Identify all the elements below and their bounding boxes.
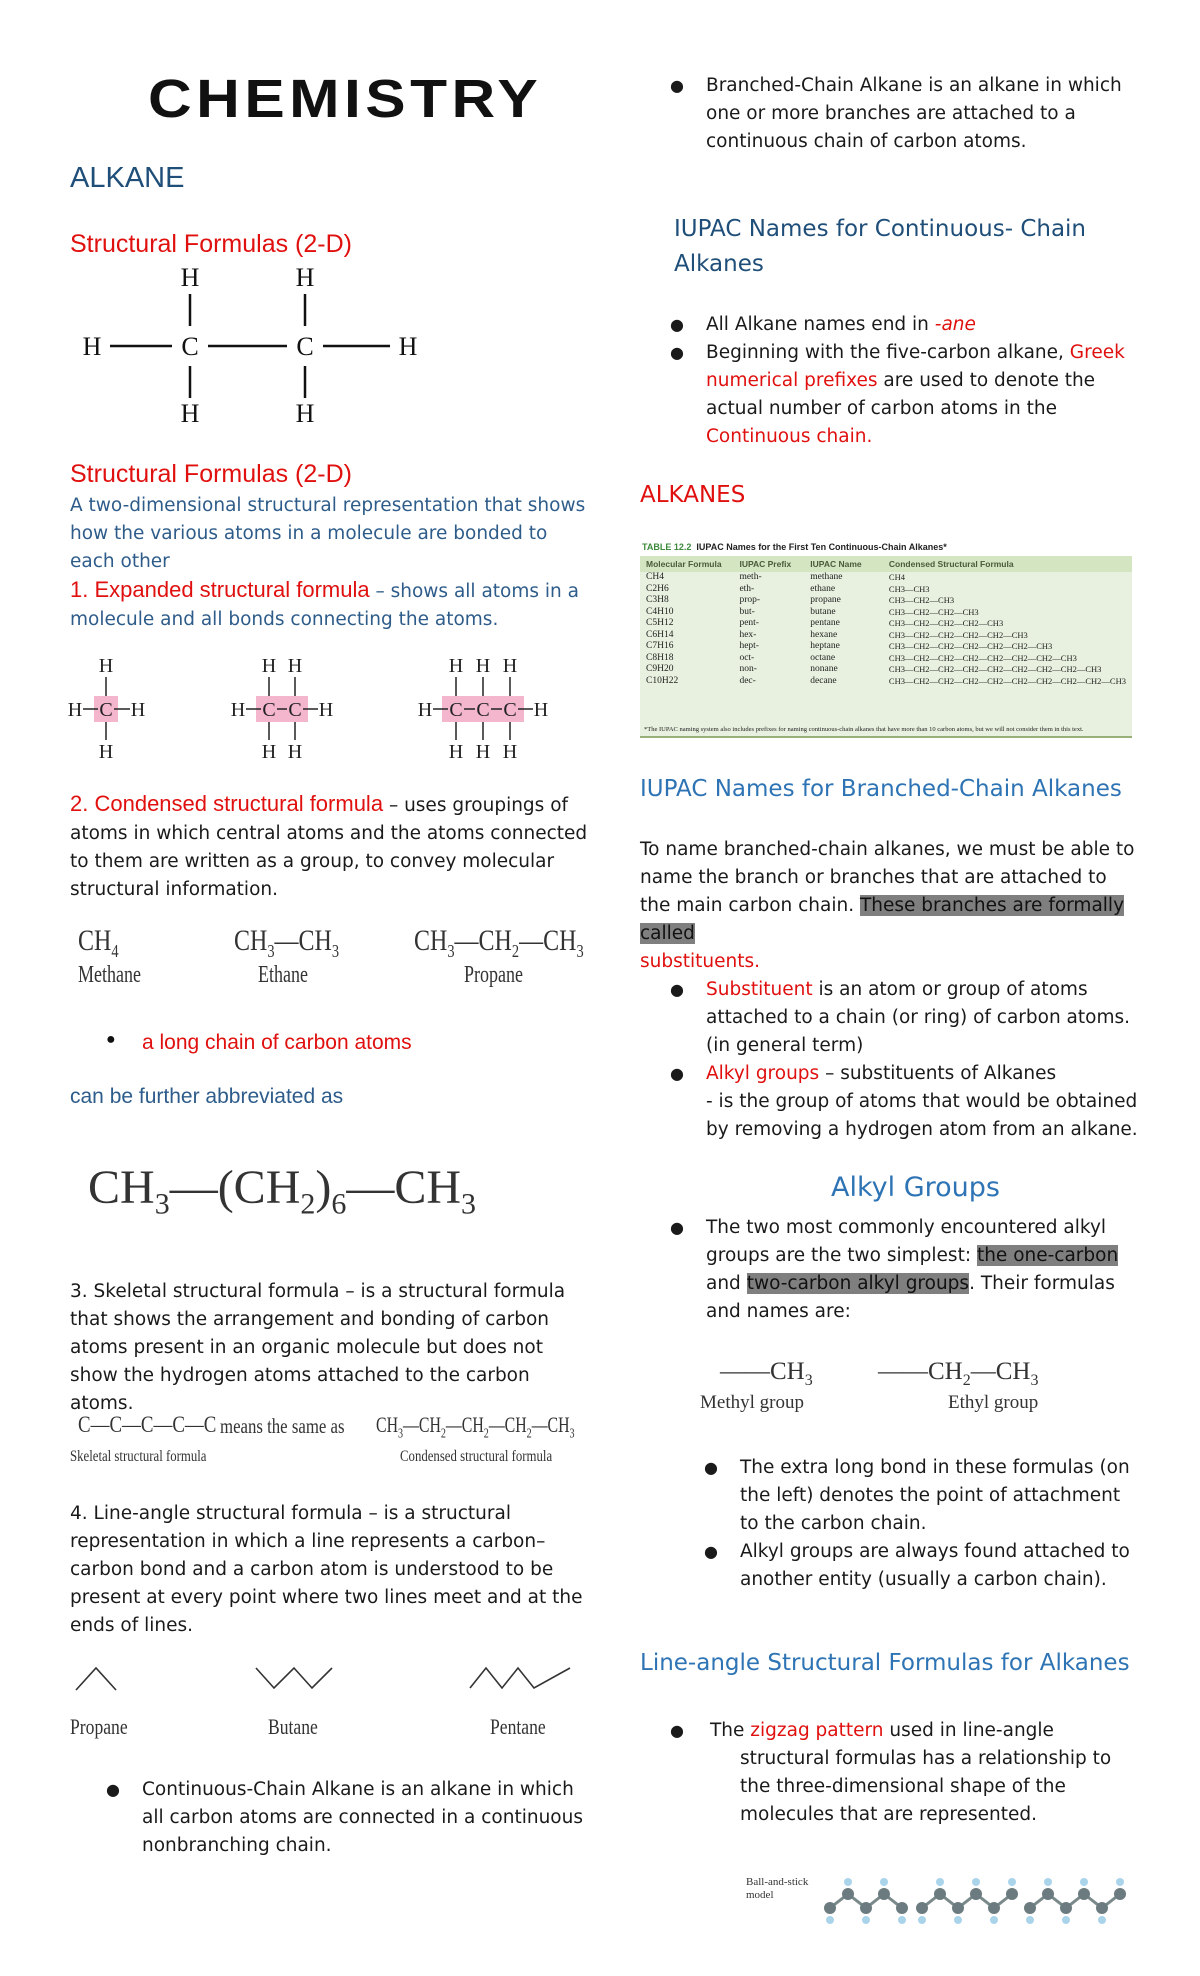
svg-text:C: C [503,699,517,721]
svg-text:H: H [502,741,518,763]
list-item: ● Substituent is an atom or group of atoms attached to a chain (or ring) of carbon atoms. (in general term) [670,979,1131,1056]
table-cell: C3H8 [646,595,669,605]
line-angle-zigzags [70,1662,590,1692]
alkanes-heading: ALKANES [640,482,746,508]
svg-text:H: H [130,699,146,721]
table-cell: CH3—CH2—CH3 [888,595,955,605]
ethyl-name: Ethyl group [948,1392,1039,1413]
expanded-formulas-figure [67,652,580,763]
zigzag-list [670,1717,1140,1829]
abbrev-text: can be further abbreviated as [70,1085,344,1108]
table-cell: C5H12 [646,618,674,628]
skeletal-condensed: $CH_3—CH_2—CH_2—CH_2—CH_3$ [376,1412,575,1442]
svg-text:C: C [476,699,490,721]
svg-text:H: H [261,655,277,677]
iupac-branched-heading: IUPAC Names for Branched-Chain Alkanes [640,776,1122,802]
svg-text:C: C [449,699,463,721]
abbreviated-formula: $CH_3—(CH_2)_6—CH_3$ [88,1161,477,1221]
table-cell: non- [739,664,757,674]
iupac-names-table [640,540,1132,738]
table-cell: dec- [739,675,756,686]
long-chain-list [106,1031,586,1055]
svg-text:H: H [502,655,518,677]
document-title: CHEMISTRY [148,69,543,129]
table-row [640,572,1132,584]
svg-text:H: H [318,699,334,721]
table-cell: CH3—CH2—CH2—CH2—CH2—CH2—CH2—CH2—CH3 [888,664,1102,674]
ballstick-label: Ball-and-stick model [746,1876,809,1901]
ethyl-formula: $——CH_2—CH_3$ [878,1358,1039,1389]
table-cell: prop- [739,595,761,605]
line-angle-name-propane: Propane [70,1714,128,1739]
condensed-example-propane: $CH_3—CH_2—CH_3$ Propane [414,924,584,988]
line-angle-name-butane: Butane [268,1714,318,1739]
table-caption: TABLE 12.2 IUPAC Names for the First Ten Continuous-Chain Alkanes* [640,540,1132,556]
skeletal-chain: C—C—C—C—C [78,1412,217,1437]
svg-text:C: C [181,332,199,361]
skeletal-caption-1: Skeletal structural formula [70,1448,207,1465]
table-cell: C2H6 [646,583,669,594]
ethane-structure-figure [70,262,440,432]
expanded-formula-text: 1. Expanded structural formula – shows all atoms in a molecule and all bonds connecting the atoms. [70,577,579,630]
line-angle-formula-text: 4. Line-angle structural formula – is a structural representation in which a line represents a carbon–carbon bond and a carbon atom is understood to be present at every point where two lines meet and at the ends of lines. [70,1503,583,1636]
section-heading-alkane: ALKANE [70,162,185,194]
table-cell: hex- [739,629,757,640]
alkyl-common-list [670,1214,1140,1326]
table-cell: CH3—CH2—CH2—CH2—CH2—CH2—CH2—CH2—CH2—CH3 [888,675,1126,686]
structural-definition: A two-dimensional structural representation that shows how the various atoms in a molecule are bonded to each other [70,495,586,572]
skeletal-means: means the same as [220,1414,345,1438]
table-cell: C7H16 [646,641,674,651]
table-cell: propane [810,595,841,605]
iupac-continuous-heading: IUPAC Names for Continuous- Chain Alkanes [674,216,1087,277]
methyl-name: Methyl group [700,1392,804,1413]
alkyl-groups-figure [700,1358,1120,1418]
table-cell: but- [739,606,755,617]
svg-text:H: H [287,655,303,677]
table-row [640,607,1132,619]
list-item: ● All Alkane names end in -ane [670,314,976,335]
table-cell: pentane [810,618,840,628]
line-angle-names [70,1714,590,1744]
svg-text:H: H [67,699,83,721]
table-cell: pent- [739,618,759,628]
svg-text:H: H [448,655,464,677]
svg-text:C: C [288,699,302,721]
skeletal-formula-text: 3. Skeletal structural formula – is a structural formula that shows the arrangement and bonding of carbon atoms present in an organic molecule but does not show the hydrogen atoms attached to the carbon atoms. [70,1281,566,1414]
ball-and-stick-models [820,1870,1140,1930]
svg-text:H: H [417,699,433,721]
svg-text:H: H [180,399,200,428]
table-cell: heptane [810,641,840,651]
table-cell: oct- [739,652,755,663]
svg-text:H: H [261,741,277,763]
table-cell: butane [810,606,836,617]
table-row [640,595,1132,607]
table-cell: CH4 [888,572,905,582]
table-row [640,618,1132,630]
list-item: ● Alkyl groups – substituents of Alkanes - is the group of atoms that would be obtained by removing a hydrogen atom from an alkane. [670,1063,1138,1140]
list-item: ● Alkyl groups are always found attached to another entity (usually a carbon chain). [704,1541,1130,1590]
table-row [640,676,1132,688]
list-item: ● Branched-Chain Alkane is an alkane in which one or more branches are attached to a continuous chain of carbon atoms. [670,75,1122,152]
methyl-formula: $——CH_3$ [720,1358,813,1389]
line-angle-name-pentane: Pentane [490,1714,546,1739]
svg-text:H: H [98,741,114,763]
svg-text:C: C [296,332,314,361]
table-cell: hept- [739,641,759,651]
branched-naming-paragraph: To name branched-chain alkanes, we must be able to name the branch or branches that are attached to the main carbon chain. These branches are formally called substituents. [640,839,1135,972]
table-header: IUPAC Prefix [739,559,792,569]
table-cell: CH4 [646,572,664,582]
condensed-example-methane: $CH_4$ Methane [78,924,141,988]
condensed-formula-text: 2. Condensed structural formula – uses groupings of atoms in which central atoms and the atoms connected to them are written as a group, to convey molecular structural information. [70,791,588,900]
svg-text:H: H [82,332,102,361]
list-item: ● The two most commonly encountered alkyl groups are the two simplest: the one-carbon and two-carbon alkyl groups. Their formulas and names are: [670,1217,1119,1322]
svg-text:H: H [475,741,491,763]
branched-chain-list [670,72,1130,156]
svg-text:H: H [98,655,114,677]
line-angle-alkanes-heading: Line-angle Structural Formulas for Alkanes [640,1650,1130,1676]
svg-text:C: C [262,699,276,721]
table-cell: CH3—CH3 [888,583,930,594]
svg-text:H: H [180,263,200,292]
svg-text:C: C [99,699,113,721]
table-cell: CH3—CH2—CH2—CH2—CH2—CH2—CH3 [888,641,1053,651]
svg-text:H: H [230,699,246,721]
table-cell: eth- [739,583,755,594]
list-item: ● The extra long bond in these formulas (on the left) denotes the point of attachment to the carbon chain. [704,1457,1130,1534]
table-header: IUPAC Name [810,559,862,569]
svg-text:H: H [533,699,549,721]
table-footnote: *The IUPAC naming system also includes prefixes for naming continuous-chain alkanes that have more than 10 carbon atoms, but we will not consider them in this text. [644,726,1084,733]
condensed-examples-figure [70,924,590,1004]
table-cell: C9H20 [646,664,674,674]
table-cell: decane [810,675,837,686]
table-cell: C10H22 [646,675,679,686]
skeletal-figure [70,1412,590,1472]
table-row [640,641,1132,653]
table-header: Condensed Structural Formula [888,559,1014,569]
table-row [640,664,1132,676]
table-cell: ethane [810,583,836,594]
table-header: Molecular Formula [646,559,722,569]
svg-text:H: H [475,655,491,677]
continuous-chain-list [106,1776,596,1860]
table-cell: methane [810,572,843,582]
table-cell: C8H18 [646,652,674,663]
condensed-example-ethane: $CH_3—CH_3$ Ethane [234,924,340,988]
table-cell: C6H14 [646,629,674,640]
structural-heading-2: Structural Formulas (2-D) [70,460,352,488]
table-cell: CH3—CH2—CH2—CH2—CH2—CH3 [888,629,1028,640]
list-item: ● Beginning with the five-carbon alkane, Greek numerical prefixes are used to denote the actual number of carbon atoms in the Continuous chain. [670,342,1125,447]
table-row [640,630,1132,642]
table-cell: CH3—CH2—CH2—CH2—CH2—CH2—CH2—CH3 [888,652,1077,663]
list-item: ● Continuous-Chain Alkane is an alkane in which all carbon atoms are connected in a continuous nonbranching chain. [106,1779,583,1856]
table-row [640,653,1132,665]
svg-text:H: H [295,399,315,428]
svg-text:H: H [287,741,303,763]
table-cell: nonane [810,664,838,674]
table-cell: CH3—CH2—CH2—CH3 [888,606,979,617]
alkyl-notes-list [704,1454,1140,1594]
table-cell: meth- [739,572,762,582]
table-cell: C4H10 [646,606,674,617]
skeletal-caption-2: Condensed structural formula [400,1448,553,1465]
svg-text:H: H [295,263,315,292]
svg-text:H: H [448,741,464,763]
iupac-rules-list [670,311,1140,451]
substituent-list [670,976,1140,1144]
table-cell: hexane [810,629,838,640]
table-cell: CH3—CH2—CH2—CH2—CH3 [888,618,1004,628]
table-cell: octane [810,652,836,663]
svg-text:H: H [398,332,418,361]
alkyl-groups-heading: Alkyl Groups [831,1172,1000,1203]
list-item: ● a long chain of carbon atoms [106,1031,412,1054]
table-body [640,556,1132,687]
table-row [640,584,1132,596]
structural-heading-1: Structural Formulas (2-D) [70,230,352,258]
list-item: ● The zigzag pattern used in line-angle structural formulas has a relationship to the three-dimensional shape of the molecules that are represented. [670,1720,1112,1825]
